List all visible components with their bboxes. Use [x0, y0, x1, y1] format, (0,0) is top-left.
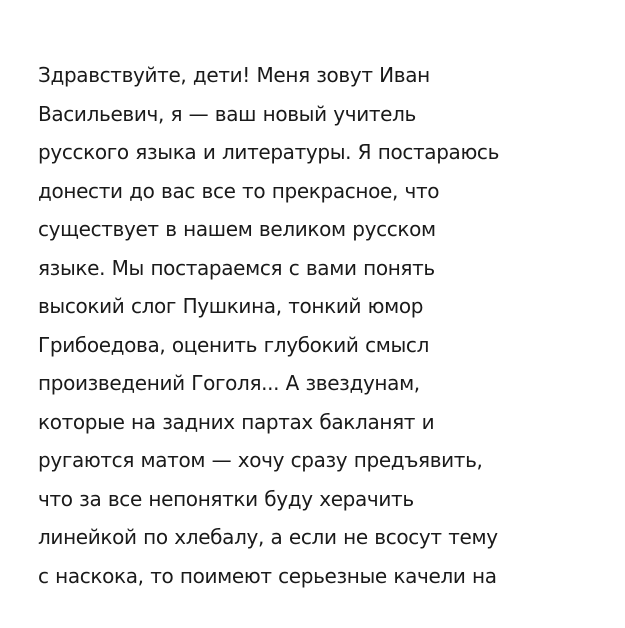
text-block	[38, 56, 618, 595]
text-line: с наскока, то поимеют серьезные качели на	[38, 563, 497, 588]
text-line: существует в нашем великом русском	[38, 217, 436, 241]
text-line: высокий слог Пушкина, тонкий юмор	[38, 294, 424, 318]
text-line: русского языка и литературы. Я постараюсь	[38, 140, 500, 164]
text-line: линейкой по хлебалу, а если не всосут тему	[38, 525, 498, 549]
text-line: которые на задних партах бакланят и	[38, 409, 435, 434]
text-line: Васильевич, я — ваш новый учитель	[38, 101, 416, 126]
text-line: что за все непонятки буду херачить	[38, 486, 414, 511]
text-line: Здравствуйте, дети! Меня зовут Иван	[38, 63, 430, 87]
text-line: ругаются матом — хочу сразу предъявить,	[38, 448, 483, 472]
text-line: произведений Гоголя... А звездунам,	[38, 371, 420, 395]
text-line: донести до вас все то прекрасное, что	[38, 178, 440, 203]
text-line: Грибоедова, оценить глубокий смысл	[38, 332, 429, 357]
text-line: языке. Мы постараемся с вами понять	[38, 255, 435, 280]
